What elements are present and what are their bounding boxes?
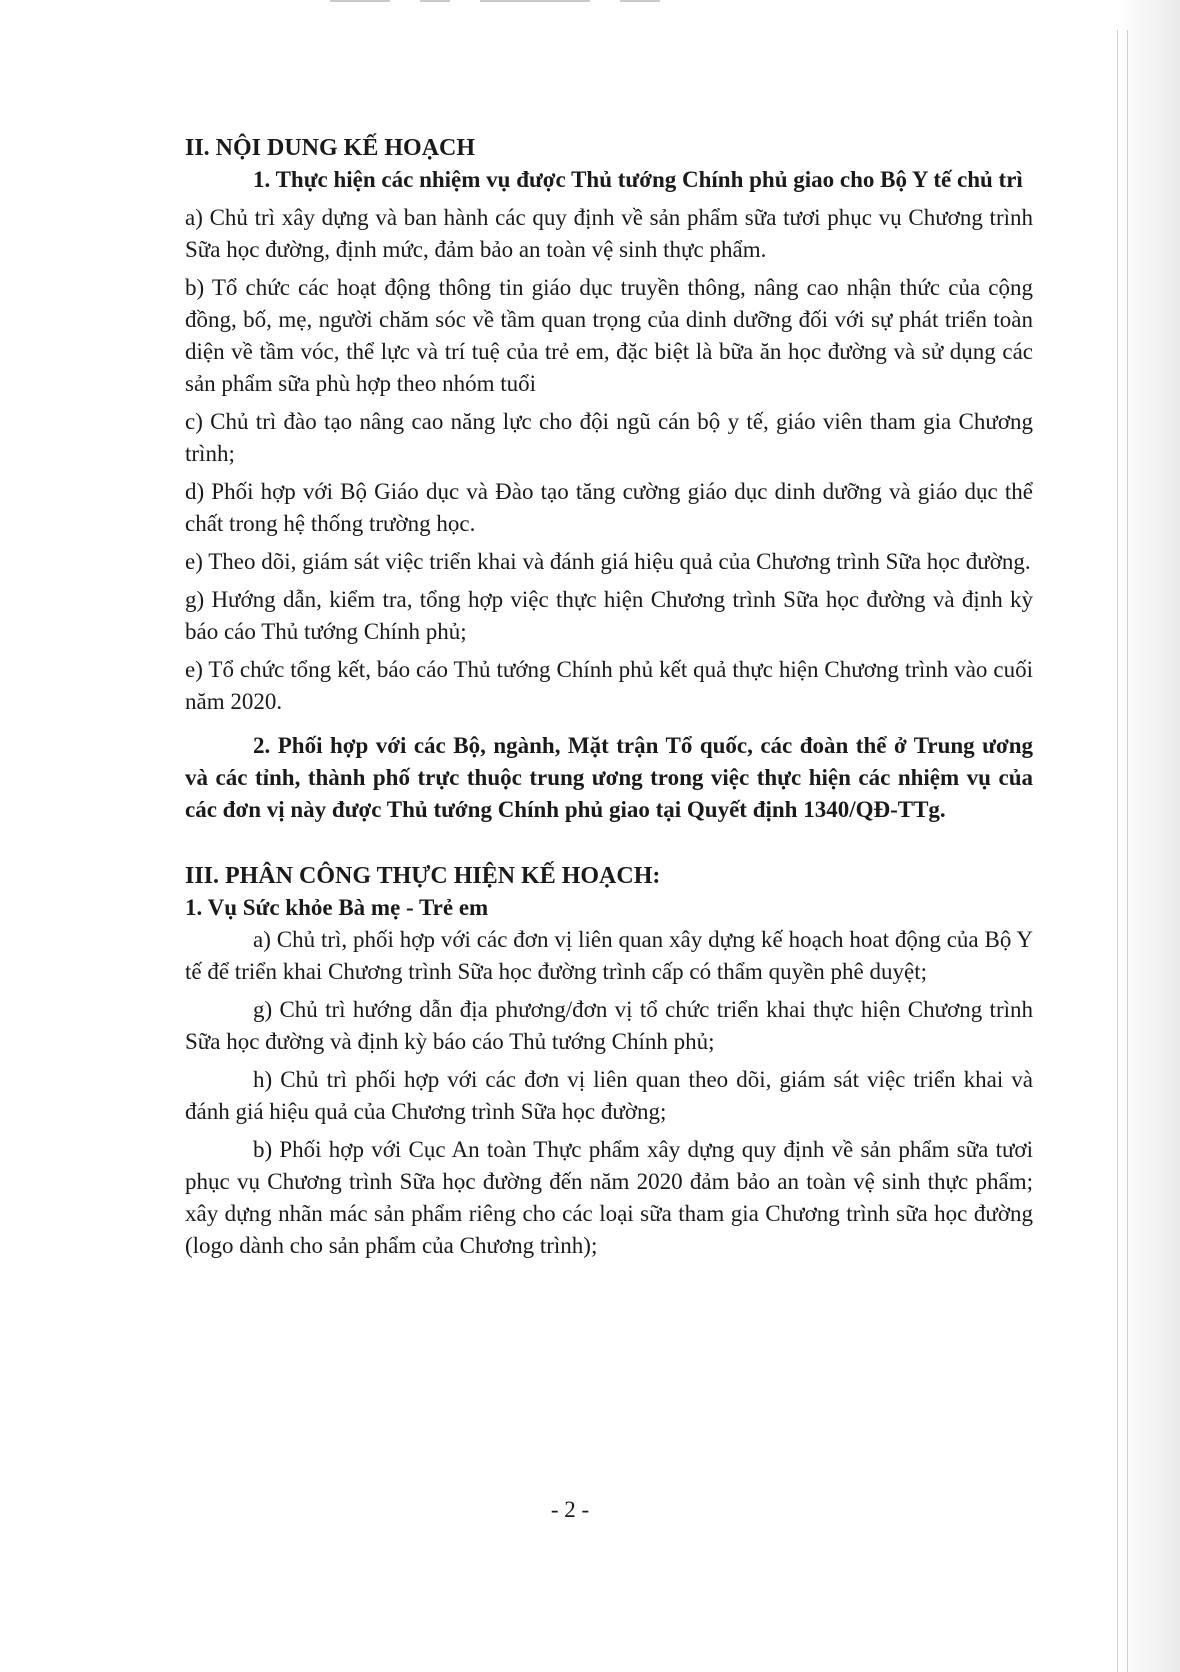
list-item: g) Hướng dẫn, kiểm tra, tổng hợp việc thực hiện Chương trình Sữa học đường và định kỳ báo cáo Thủ tướng Chính phủ; <box>185 587 1033 644</box>
section-2-heading: II. NỘI DUNG KẾ HOẠCH <box>185 135 476 161</box>
scan-edge-line <box>1127 30 1128 1672</box>
scan-edge-shadow <box>1116 0 1180 1672</box>
scan-edge-line <box>1117 30 1118 1672</box>
document-body <box>185 132 1033 1262</box>
section-2-subheading-1: 1. Thực hiện các nhiệm vụ được Thủ tướng Chính phủ giao cho Bộ Y tế chủ trì <box>253 167 1023 192</box>
list-item: a) Chủ trì xây dựng và ban hành các quy định về sản phẩm sữa tươi phục vụ Chương trình Sữa học đường, định mức, đảm bảo an toàn vệ sinh thực phẩm. <box>185 205 1033 262</box>
section-2-subheading-2: 2. Phối hợp với các Bộ, ngành, Mặt trận Tổ quốc, các đoàn thể ở Trung ương và các tỉnh, thành phố trực thuộc trung ương trong việc thực hiện các nhiệm vụ của các đơn vị này được Thủ tướng Chính phủ giao tại Quyết định 1340/QĐ-TTg. <box>185 733 1033 822</box>
list-item: c) Chủ trì đào tạo nâng cao năng lực cho đội ngũ cán bộ y tế, giáo viên tham gia Chương trình; <box>185 409 1033 466</box>
list-item: e) Tổ chức tổng kết, báo cáo Thủ tướng Chính phủ kết quả thực hiện Chương trình vào cuối năm 2020. <box>185 657 1033 714</box>
scan-top-marks <box>330 0 690 4</box>
list-item: e) Theo dõi, giám sát việc triển khai và đánh giá hiệu quả của Chương trình Sữa học đường. <box>185 549 1031 574</box>
section-3-heading: III. PHÂN CÔNG THỰC HIỆN KẾ HOẠCH: <box>185 863 661 889</box>
list-item: d) Phối hợp với Bộ Giáo dục và Đào tạo tăng cường giáo dục dinh dưỡng và giáo dục thể chất trong hệ thống trường học. <box>185 479 1033 536</box>
page-number: - 2 - <box>550 1497 590 1522</box>
list-item: h) Chủ trì phối hợp với các đơn vị liên quan theo dõi, giám sát việc triển khai và đánh giá hiệu quả của Chương trình Sữa học đường; <box>185 1067 1033 1124</box>
list-item: b) Phối hợp với Cục An toàn Thực phẩm xây dựng quy định về sản phẩm sữa tươi phục vụ Chương trình Sữa học đường đến năm 2020 đảm bảo an toàn vệ sinh thực phẩm; xây dựng nhãn mác sản phẩm riêng cho các loại sữa tham gia Chương trình sữa học đường (logo dành cho sản phẩm của Chương trình); <box>185 1137 1033 1258</box>
list-item: a) Chủ trì, phối hợp với các đơn vị liên quan xây dựng kế hoạch hoat động của Bộ Y tế để triển khai Chương trình Sữa học đường trình cấp có thẩm quyền phê duyệt; <box>185 927 1033 984</box>
list-item: g) Chủ trì hướng dẫn địa phương/đơn vị tổ chức triển khai thực hiện Chương trình Sữa học đường và định kỳ báo cáo Thủ tướng Chính phủ; <box>185 997 1033 1054</box>
section-3-subheading-1: 1. Vụ Sức khỏe Bà mẹ - Trẻ em <box>185 895 489 920</box>
list-item: b) Tổ chức các hoạt động thông tin giáo dục truyền thông, nâng cao nhận thức của cộng đồng, bố, mẹ, người chăm sóc về tầm quan trọng của dinh dưỡng đối với sự phát triển toàn diện về tầm vóc, thể lực và trí tuệ của trẻ em, đặc biệt là bữa ăn học đường và sử dụng các sản phẩm sữa phù hợp theo nhóm tuổi <box>185 275 1033 396</box>
